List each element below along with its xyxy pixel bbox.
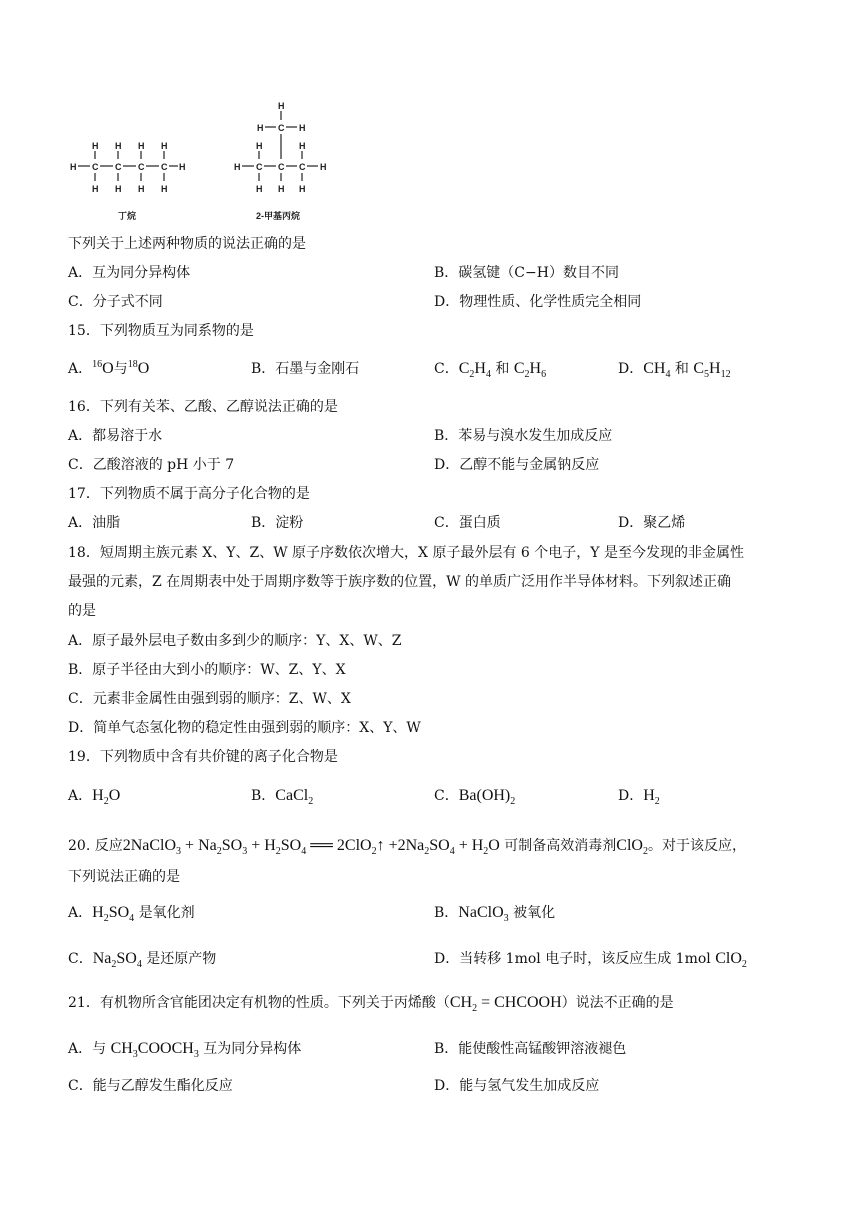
svg-text:H: H (320, 162, 327, 172)
svg-text:H: H (256, 184, 263, 194)
q15-stem: 15．下列物质互为同系物的是 (68, 323, 254, 339)
q18-option-b: B．原子半径由大到小的顺序：W、Z、Y、X (68, 662, 346, 678)
q18-option-c: C．元素非金属性由强到弱的顺序：Z、W、X (68, 691, 351, 707)
svg-text:H: H (138, 141, 145, 151)
svg-text:H: H (70, 162, 77, 172)
q19-stem: 19．下列物质中含有共价键的离子化合物是 (68, 749, 338, 765)
q14-stem: 下列关于上述两种物质的说法正确的是 (68, 236, 306, 252)
q18-stem-line1: 18．短周期主族元素 X、Y、Z、W 原子序数依次增大，X 原子最外层有 6 个电子，Y 是至今发现的非金属性 (68, 545, 744, 561)
isobutane-caption: 2-甲基丙烷 (256, 211, 301, 221)
q14-option-a: A．互为同分异构体 (68, 265, 191, 281)
q16-option-c: C．乙酸溶液的 pH 小于 7 (68, 457, 235, 473)
svg-text:H: H (92, 184, 99, 194)
svg-text:H: H (299, 141, 306, 151)
svg-text:C: C (115, 162, 122, 172)
svg-text:H: H (115, 184, 122, 194)
svg-text:C: C (161, 162, 168, 172)
q20-option-d: D．当转移 1mol 电子时，该反应生成 1mol ClO$_2$ (434, 950, 747, 970)
svg-text:C: C (138, 162, 145, 172)
svg-text:H: H (278, 101, 285, 111)
svg-text:H: H (138, 184, 145, 194)
q15-option-b: B．石墨与金刚石 (251, 361, 360, 377)
q19-option-d: D．$H_2$ (618, 787, 660, 807)
butane-structure (70, 141, 186, 221)
q14-option-c: C．分子式不同 (68, 294, 163, 310)
q15-option-c: C．$C_2H_4$ 和 $C_2H_6$ (434, 360, 547, 380)
q17-stem: 17．下列物质不属于高分子化合物的是 (68, 486, 310, 502)
svg-text:C: C (278, 123, 285, 133)
q16-option-a: A．都易溶于水 (68, 428, 163, 444)
svg-text:C: C (256, 162, 263, 172)
q18-option-a: A．原子最外层电子数由多到少的顺序：Y、X、W、Z (68, 633, 402, 649)
q21-option-b: B．能使酸性高锰酸钾溶液褪色 (434, 1041, 627, 1057)
svg-text:C: C (92, 162, 99, 172)
isobutane-structure (234, 101, 327, 221)
svg-text:H: H (161, 141, 168, 151)
q20-option-a: A．$H_2SO_4$ 是氧化剂 (68, 904, 195, 924)
q17-option-d: D．聚乙烯 (618, 515, 686, 531)
q20-stem-line2: 下列说法正确的是 (68, 869, 180, 885)
q17-option-c: C．蛋白质 (434, 515, 501, 531)
q21-option-c: C．能与乙醇发生酯化反应 (68, 1078, 233, 1094)
q14-option-d: D．物理性质、化学性质完全相同 (434, 294, 642, 310)
svg-text:H: H (299, 184, 306, 194)
svg-text:H: H (179, 162, 186, 172)
svg-text:H: H (234, 162, 241, 172)
q16-option-b: B．苯易与溴水发生加成反应 (434, 428, 613, 444)
svg-text:H: H (278, 184, 285, 194)
q17-option-a: A．油脂 (68, 515, 121, 531)
q16-option-d: D．乙醇不能与金属钠反应 (434, 457, 600, 473)
svg-text:H: H (299, 123, 306, 133)
svg-text:H: H (115, 141, 122, 151)
q18-stem-line2: 最强的元素，Z 在周期表中处于周期序数等于族序数的位置，W 的单质广泛用作半导体材料。下列叙述正确 (68, 574, 732, 590)
svg-text:C: C (278, 162, 285, 172)
q20-option-b: B．NaClO$_3$ 被氧化 (434, 904, 556, 924)
q19-option-c: C．$Ba(OH)_2$ (434, 787, 516, 807)
q20-stem-line1: 20. 反应2NaClO$_3$ + $Na_2SO_3 + H_2SO_4$ ══ 2ClO$_2$↑ $+2Na_2SO_4 + H_2O$ 可制备高效消毒剂ClO$_2$。对于该反应， (68, 837, 746, 857)
q19-option-a: A．$H_2O$ (68, 787, 121, 807)
svg-text:H: H (256, 141, 263, 151)
q20-equation: 2NaClO$_3$ + $Na_2SO_3 + H_2SO_4$ ══ 2ClO$_2$↑ $+2Na_2SO_4 + H_2O$ (122, 837, 500, 857)
svg-text:H: H (161, 184, 168, 194)
svg-text:H: H (257, 123, 264, 133)
q21-stem: 21．有机物所含官能团决定有机物的性质。下列关于丙烯酸（$CH_2$ = CHCOOH）说法不正确的是 (68, 994, 674, 1014)
q20-option-c: C．$Na_2SO_4$ 是还原产物 (68, 950, 217, 970)
q16-stem: 16．下列有关苯、乙酸、乙醇说法正确的是 (68, 399, 338, 415)
q19-option-b: B．CaCl$_2$ (251, 787, 314, 807)
q14-option-b: B．碳氢键（C−H）数目不同 (434, 265, 619, 281)
q17-option-b: B．淀粉 (251, 515, 304, 531)
q18-option-d: D．简单气态氢化物的稳定性由强到弱的顺序：X、Y、W (68, 720, 421, 736)
svg-text:H: H (92, 141, 99, 151)
butane-caption: 丁烷 (118, 211, 137, 221)
q15-option-d: D．$CH_4$ 和 $C_5H_{12}$ (618, 360, 731, 380)
svg-text:C: C (299, 162, 306, 172)
q15-option-a: A．$^{16}$O与$^{18}$O (68, 359, 150, 377)
q21-option-a: A．与 $CH_3COOCH_3$ 互为同分异构体 (68, 1040, 302, 1060)
q21-option-d: D．能与氢气发生加成反应 (434, 1078, 600, 1094)
structural-formulas-figure (60, 95, 350, 230)
q18-stem-line3: 的是 (68, 603, 96, 619)
